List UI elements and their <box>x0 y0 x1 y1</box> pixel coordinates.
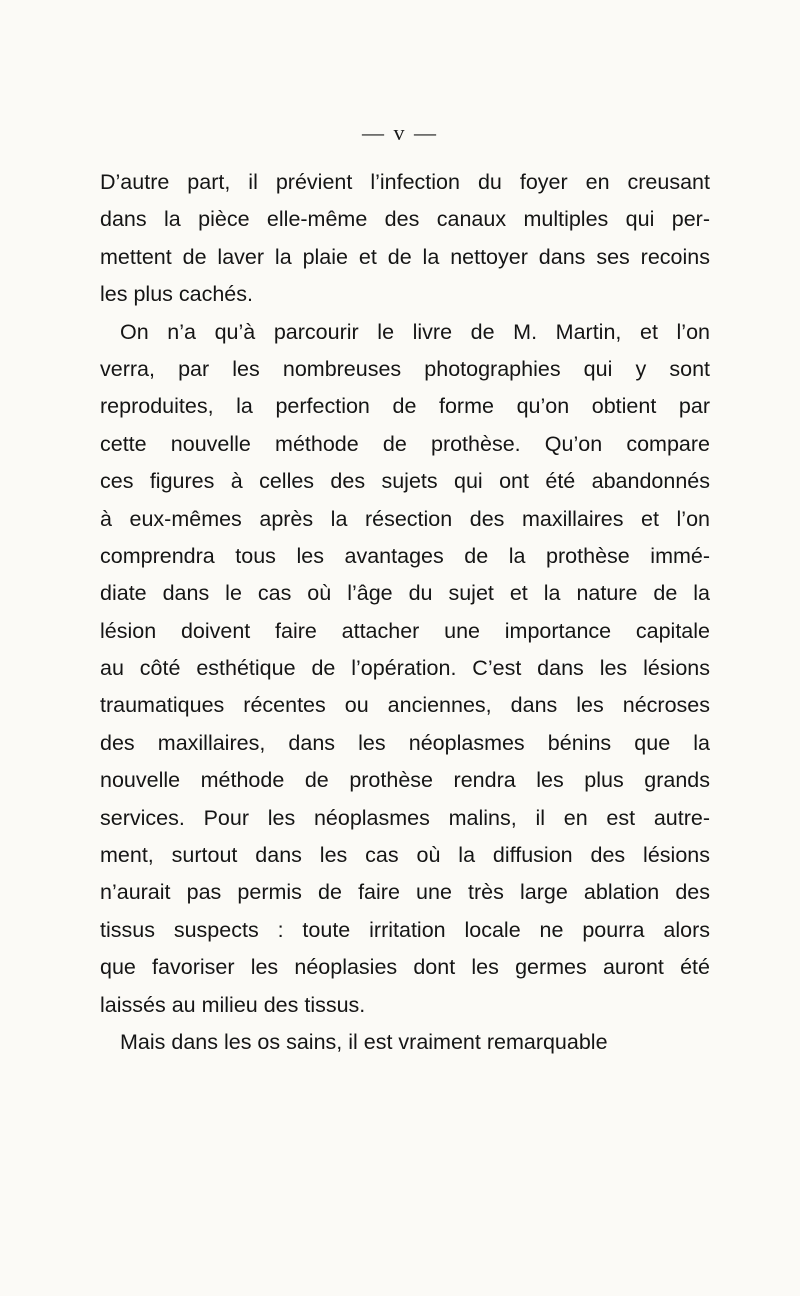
text-line: cette nouvelle méthode de prothèse. Qu’on compare <box>100 431 710 456</box>
text-line: les plus cachés. <box>100 282 253 307</box>
text-line: au côté esthétique de l’opération. C’est dans les lésions <box>100 656 710 681</box>
body-text <box>100 164 710 1061</box>
text-line: que favoriser les néoplasies dont les germes auront été <box>100 955 710 980</box>
text-line: nouvelle méthode de prothèse rendra les plus grands <box>100 768 710 793</box>
text-line: ment, surtout dans les cas où la diffusion des lésions <box>100 843 710 868</box>
text-line: laissés au milieu des tissus. <box>100 992 366 1017</box>
text-line: traumatiques récentes ou anciennes, dans les nécroses <box>100 693 710 718</box>
text-line: n’aurait pas permis de faire une très large ablation des <box>100 880 710 905</box>
text-line: reproduites, la perfection de forme qu’on obtient par <box>100 394 710 419</box>
page-number: — v — <box>362 120 438 145</box>
text-line: à eux-mêmes après la résection des maxillaires et l’on <box>100 506 710 531</box>
text-line: D’autre part, il prévient l’infection du foyer en creusant <box>100 170 710 194</box>
text-line: services. Pour les néoplasmes malins, il en est autre- <box>100 805 710 830</box>
text-line: mettent de laver la plaie et de la nettoyer dans ses recoins <box>100 244 710 269</box>
text-line: comprendra tous les avantages de la prothèse immé- <box>100 543 710 568</box>
text-line: Mais dans les os sains, il est vraiment remarquable <box>120 1029 608 1054</box>
text-line: tissus suspects : toute irritation locale ne pourra alors <box>100 917 710 942</box>
text-line: dans la pièce elle-même des canaux multiples qui per- <box>100 207 710 232</box>
text-line: lésion doivent faire attacher une importance capitale <box>100 618 710 643</box>
text-line: ces figures à celles des sujets qui ont été abandonnés <box>100 469 710 494</box>
text-line: On n’a qu’à parcourir le livre de M. Martin, et l’on <box>120 319 710 344</box>
text-line: diate dans le cas où l’âge du sujet et la nature de la <box>100 581 710 606</box>
text-line: verra, par les nombreuses photographies qui y sont <box>100 356 710 381</box>
text-line: des maxillaires, dans les néoplasmes bénins que la <box>100 730 710 755</box>
